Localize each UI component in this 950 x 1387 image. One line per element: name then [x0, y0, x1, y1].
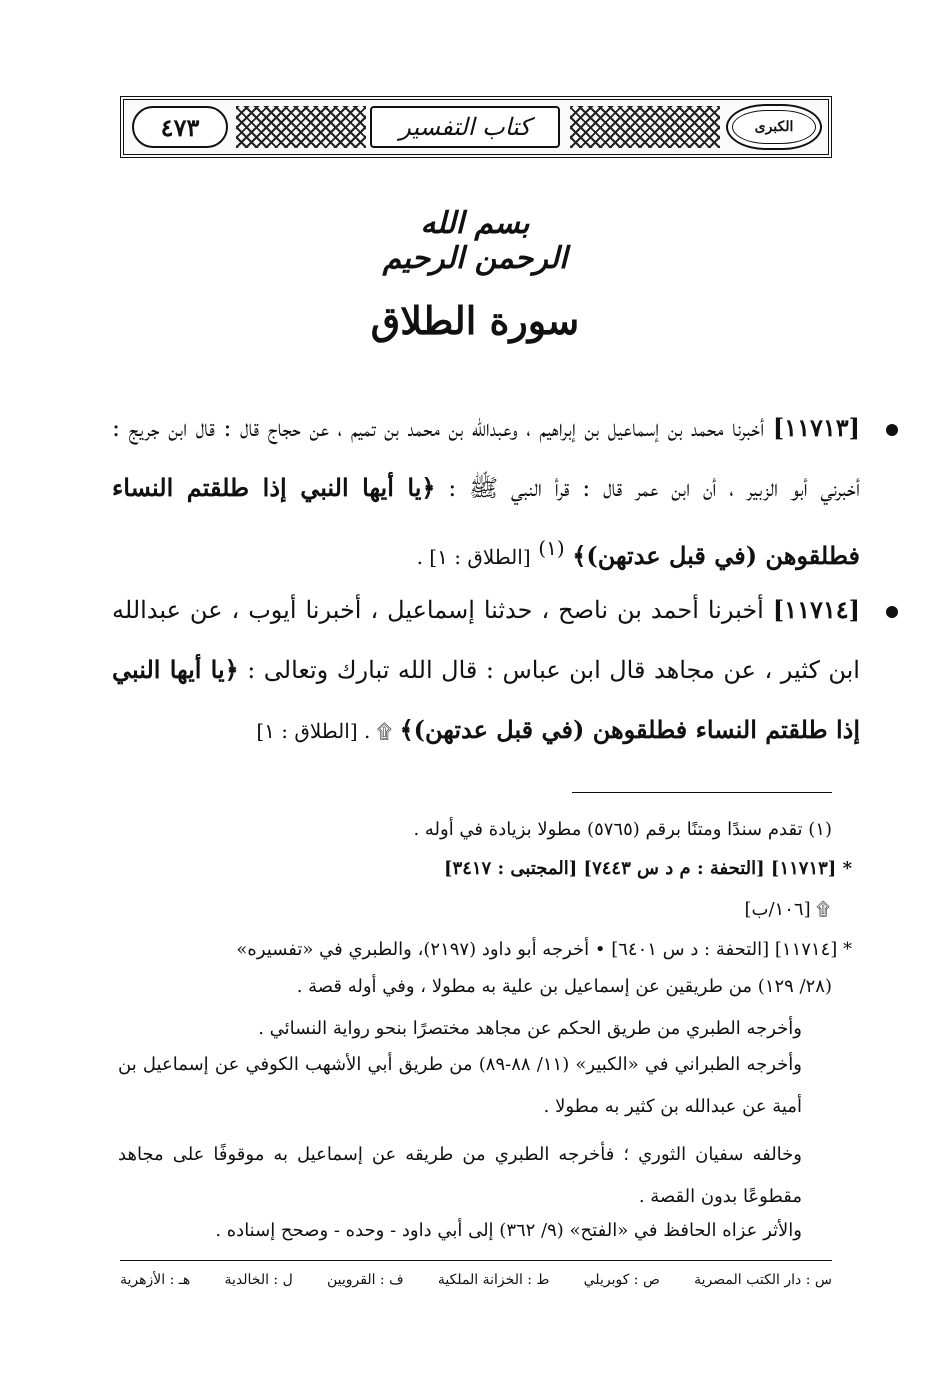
hadith-number: [١١٧١٤] — [772, 595, 860, 624]
legend-item: ط : الخزانة الملكية — [437, 1272, 550, 1288]
surah-title: سورة الطلاق — [370, 298, 580, 343]
footnote-marker: (١) — [538, 536, 565, 560]
book-title: كتاب التفسير — [370, 106, 560, 148]
footnote-line: وأخرجه الطبري من طريق الحكم عن مجاهد مختصرًا بنحو رواية النسائي . — [258, 1018, 802, 1039]
page-number: ٤٧٣ — [132, 106, 228, 148]
ornament-pattern-right — [570, 106, 720, 148]
manuscript-folio-mark: ۩ [١٠٦/ب] — [744, 899, 830, 920]
ornamental-header — [120, 96, 832, 158]
bullet-icon — [886, 424, 898, 436]
quran-verse: ﴿يا أيها النبي إذا طلقتم النساء فطلقوهن (في قبل عدتهن)﴾ — [112, 473, 860, 570]
verse-reference: ۩ . [الطلاق : ١] — [256, 719, 392, 743]
emblem-logo: الكبرى — [726, 104, 822, 150]
hadith-number: [١١٧١٣] — [772, 413, 860, 442]
basmala: بسم الله الرحمن الرحيم — [382, 206, 568, 276]
manuscript-legend — [120, 1272, 832, 1288]
legend-item: ف : القرويين — [326, 1272, 404, 1288]
footnote-line: وخالفه سفيان الثوري ؛ فأخرجه الطبري من طريقه عن إسماعيل به موقوفًا على مجاهد مقطوعًا بدون القصة . — [118, 1144, 802, 1207]
legend-item: هـ : الأزهرية — [120, 1272, 191, 1288]
footnote-takhrij-11714: * [١١٧١٤] [التحفة : د س ٦٤٠١] • أخرجه أبو داود (٢١٩٧)، والطبري في «تفسيره» — [236, 939, 852, 960]
footnote-takhrij-11713: * [١١٧١٣] [التحفة : م د س ٧٤٤٣] [المجتبى : ٣٤١٧] — [444, 858, 852, 879]
footnote-line: وأخرجه الطبراني في «الكبير» (١١/ ٨٨-٨٩) من طريق أبي الأشهب الكوفي عن إسماعيل بن أمية عن عبدالله بن كثير به مطولا . — [118, 1054, 802, 1117]
hadith-11714 — [112, 580, 860, 761]
hadith-11713 — [112, 398, 860, 587]
ornament-pattern-left — [236, 106, 366, 148]
verse-reference: [الطلاق : ١] . — [416, 545, 531, 569]
footnote-1: (١) تقدم سندًا ومتنًا برقم (٥٧٦٥) مطولا بزيادة في أوله . — [413, 819, 832, 840]
bullet-icon — [886, 606, 898, 618]
footnote-line: والأثر عزاه الحافظ في «الفتح» (٩/ ٣٦٢) إلى أبي داود - وحده - وصحح إسناده . — [215, 1220, 802, 1241]
bottom-divider — [120, 1260, 832, 1261]
quran-verse: ﴿يا أيها النبي إذا طلقتم النساء فطلقوهن (في قبل عدتهن)﴾ — [112, 655, 860, 744]
footnote-line: (٢٨/ ١٢٩) من طريقين عن إسماعيل بن علية به مطولا ، وفي أوله قصة . — [296, 976, 832, 997]
footnote-divider — [572, 792, 832, 793]
legend-item: ل : الخالدية — [224, 1272, 293, 1288]
legend-item: ص : كوبريلي — [583, 1272, 660, 1288]
hadith-text: أخبرنا أحمد بن ناصح ، حدثنا إسماعيل ، أخبرنا أيوب ، عن عبدالله ابن كثير ، عن مجاهد قال ابن عباس : قال الله تبارك وتعالى : — [112, 596, 860, 684]
hadith-text: أخبرنا محمد بن إسماعيل بن إبراهيم ، وعبدالله بن محمد بن تميم ، عن حجاج قال : قال ابن جريج : أخبرني أبو الزبير ، أن ابن عمر قال : قرأ النبي ﷺ : — [112, 414, 860, 502]
legend-item: س : دار الكتب المصرية — [694, 1272, 832, 1288]
